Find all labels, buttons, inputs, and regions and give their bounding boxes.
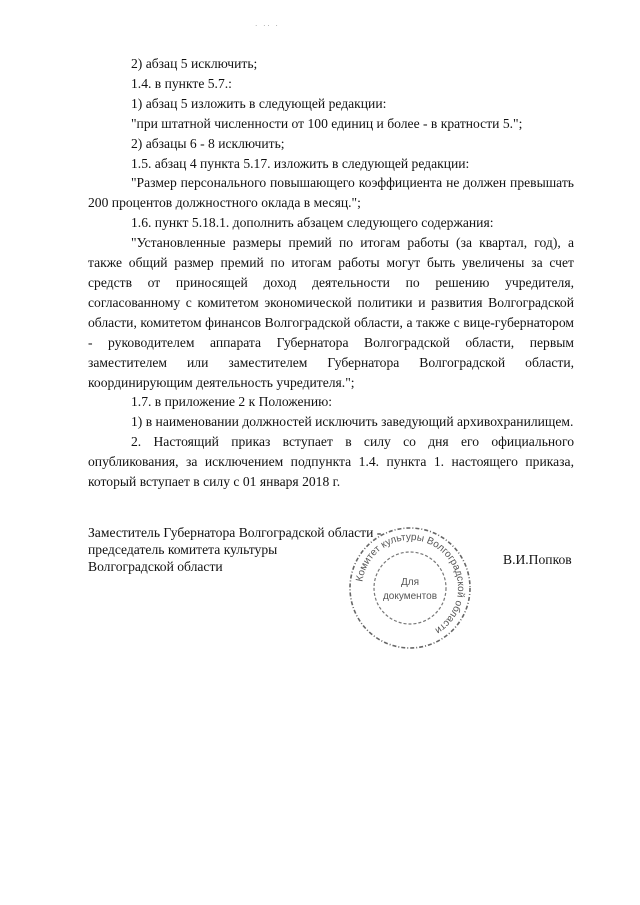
- signatory-title-line1: Заместитель Губернатора Волгоградской области -: [88, 525, 382, 540]
- paragraph-p11: 1) в наименовании должностей исключить заведующий архивохранилищем.: [131, 414, 574, 430]
- stamp-center-line1: Для: [400, 577, 420, 588]
- paragraph-p8: 1.6. пункт 5.18.1. дополнить абзацем следующего содержания:: [131, 215, 494, 231]
- paragraph-p4: "при штатной численности от 100 единиц и более - в кратности 5.";: [131, 115, 523, 131]
- paragraph-p5: 2) абзацы 6 - 8 исключить;: [131, 135, 285, 151]
- signatory-title: [88, 524, 381, 575]
- paragraph-p2: 1.4. в пункте 5.7.:: [131, 75, 232, 91]
- stamp-center-line2: документов: [382, 591, 438, 602]
- signatory-title-line2: председатель комитета культуры: [88, 542, 278, 557]
- paragraph-p9: "Установленные размеры премий по итогам работы (за квартал, год), а также общий размер премий по итогам работы могут быть увеличены за счет средств от приносящей доход деятельности по решению учредителя, согласованному с комитетом экономической политики и развития Волгоградской области, комитетом финансов Волгоградской области, а также с вице-губернатором - руководителем аппарата Губернатора Волгоградской области, первым заместителем или заместителем Губернатора Волгоградской области, координирующим деятельность учредителя.";: [88, 235, 574, 390]
- paragraph-p7: "Размер персонального повышающего коэффициента не должен превышать 200 процентов должностного оклада в месяц.";: [88, 175, 574, 211]
- paragraph-p1: 2) абзац 5 исключить;: [131, 56, 258, 71]
- stamp-graphic: [345, 523, 475, 653]
- official-stamp: [345, 523, 475, 653]
- paragraph-p3: 1) абзац 5 изложить в следующей редакции:: [131, 95, 387, 111]
- paragraph-p12: 2. Настоящий приказ вступает в силу со дня его официального опубликования, за исключением подпункта 1.4. пункта 1. настоящего приказа, который вступает в силу с 01 января 2018 г.: [88, 434, 574, 490]
- stamp-ring-text: Комитет культуры Волгоградской области: [354, 531, 467, 636]
- order-body: [88, 54, 574, 492]
- signatory-title-line3: Волгоградской области: [88, 559, 223, 574]
- signatory-name: В.И.Попков: [503, 552, 572, 567]
- paragraph-p6: 1.5. абзац 4 пункта 5.17. изложить в следующей редакции:: [131, 155, 470, 171]
- scan-mark: · ·· ·: [255, 22, 280, 30]
- paragraph-p10: 1.7. в приложение 2 к Положению:: [131, 394, 333, 410]
